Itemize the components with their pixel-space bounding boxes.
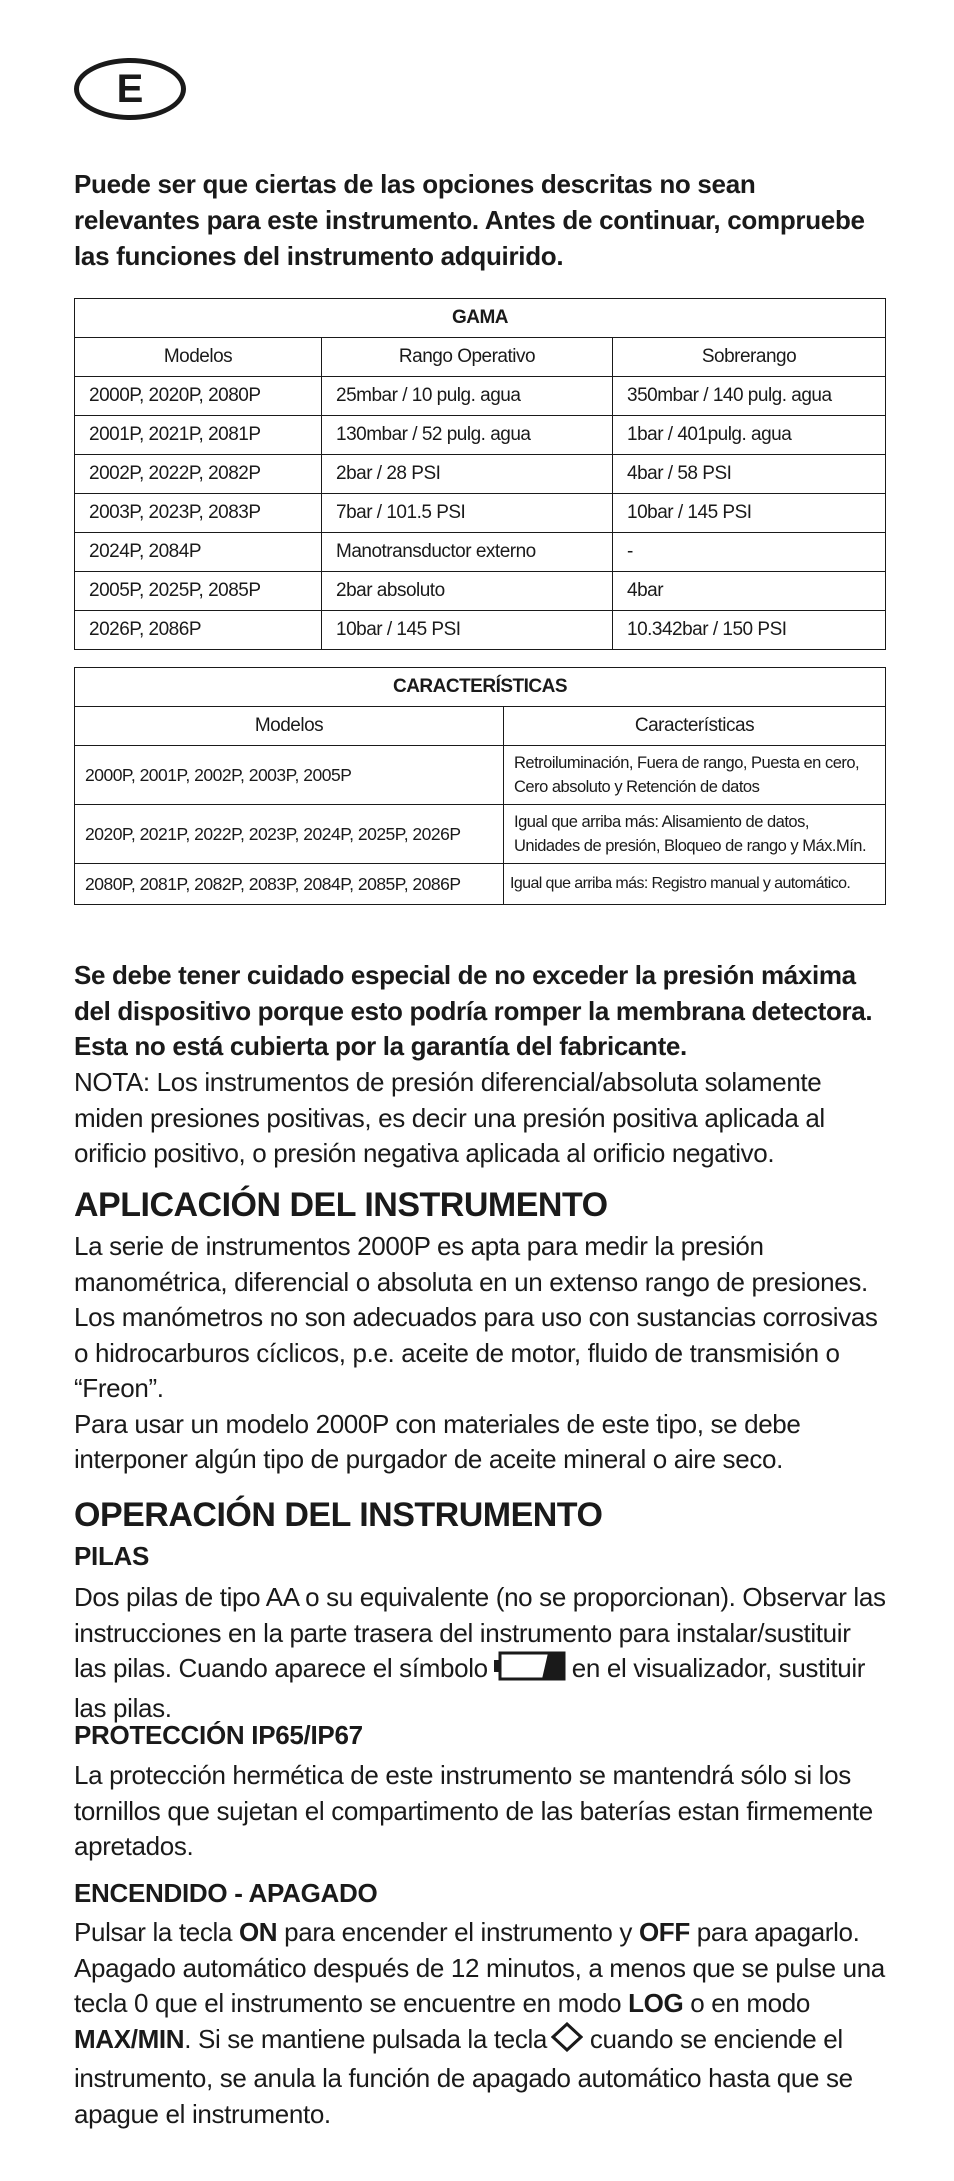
table-row bbox=[75, 746, 886, 805]
caract-cell: 2020P, 2021P, 2022P, 2023P, 2024P, 2025P, 2026P bbox=[75, 805, 504, 864]
battery-low-icon bbox=[494, 1651, 566, 1691]
table-row bbox=[75, 533, 886, 572]
gama-cell: 10bar / 145 PSI bbox=[322, 611, 613, 650]
table-row bbox=[75, 805, 886, 864]
caract-cell: Igual que arriba más: Registro manual y automático. bbox=[504, 864, 886, 905]
caract-cell: Retroiluminación, Fuera de rango, Puesta en cero, Cero absoluto y Retención de datos bbox=[504, 746, 886, 805]
gama-header-modelos: Modelos bbox=[75, 338, 322, 377]
nota-paragraph: NOTA: Los instrumentos de presión diferencial/absoluta solamente miden presiones positivas, es decir una presión positiva aplicada al orificio positivo, o presión negativa aplicada al orificio negativo. bbox=[74, 1067, 825, 1168]
gama-cell: 350mbar / 140 pulg. agua bbox=[613, 377, 886, 416]
aplicacion-paragraph-1: La serie de instrumentos 2000P es apta para medir la presión manométrica, diferencial o absoluta en un extenso rango de presiones. Los manómetros no son adecuados para uso con sustancias corrosivas o hidrocarburos cíclicos, p.e. aceite de motor, fluido de transmisión o “Freon”. bbox=[74, 1231, 878, 1403]
enc-text-1: Pulsar la tecla bbox=[74, 1917, 239, 1947]
gama-cell: 2000P, 2020P, 2080P bbox=[75, 377, 322, 416]
key-off-label: OFF bbox=[638, 1917, 690, 1947]
caract-cell: 2080P, 2081P, 2082P, 2083P, 2084P, 2085P, 2086P bbox=[75, 864, 504, 905]
subheading-proteccion: PROTECCIÓN IP65/IP67 bbox=[74, 1720, 363, 1750]
table-row bbox=[75, 611, 886, 650]
table-row bbox=[75, 455, 886, 494]
table-row bbox=[75, 864, 886, 905]
gama-cell: 2005P, 2025P, 2085P bbox=[75, 572, 322, 611]
gama-cell: 2001P, 2021P, 2081P bbox=[75, 416, 322, 455]
gama-cell: 4bar / 58 PSI bbox=[613, 455, 886, 494]
table-row bbox=[75, 572, 886, 611]
diamond-key-icon bbox=[551, 2022, 583, 2062]
gama-cell: 10bar / 145 PSI bbox=[613, 494, 886, 533]
subheading-encendido: ENCENDIDO - APAGADO bbox=[74, 1878, 378, 1908]
encendido-paragraph bbox=[74, 1915, 889, 2132]
pilas-paragraph bbox=[74, 1580, 889, 1726]
enc-text-3: para apagarlo. Apagado automático después de 12 minutos, a menos que se pulse una tecla 0 que el instrumento se encuentre en modo bbox=[74, 1917, 885, 2018]
caract-cell: Igual que arriba más: Alisamiento de datos, Unidades de presión, Bloqueo de rango y Máx.Mín. bbox=[504, 805, 886, 864]
key-on-label: ON bbox=[238, 1917, 278, 1947]
aplicacion-text bbox=[74, 1229, 889, 1478]
caract-title: CARACTERÍSTICAS bbox=[75, 668, 886, 707]
gama-cell: 2026P, 2086P bbox=[75, 611, 322, 650]
gama-cell: 10.342bar / 150 PSI bbox=[613, 611, 886, 650]
section-heading-operacion: OPERACIÓN DEL INSTRUMENTO bbox=[74, 1496, 603, 1534]
enc-text-2: para encender el instrumento y bbox=[277, 1917, 639, 1947]
gama-cell: 2024P, 2084P bbox=[75, 533, 322, 572]
caract-header-modelos: Modelos bbox=[75, 707, 504, 746]
enc-text-4: o en modo bbox=[683, 1988, 810, 2018]
caracteristicas-table bbox=[74, 667, 886, 905]
gama-cell: - bbox=[613, 533, 886, 572]
warning-paragraph: Se debe tener cuidado especial de no exceder la presión máxima del dispositivo porque esto podría romper la membrana detectora. Esta no está cubierta por la garantía del fabricante. bbox=[74, 960, 873, 1061]
mode-log-label: LOG bbox=[628, 1988, 684, 2018]
gama-cell: 2bar absoluto bbox=[322, 572, 613, 611]
gama-header-sobrerango: Sobrerango bbox=[613, 338, 886, 377]
gama-cell: 2003P, 2023P, 2083P bbox=[75, 494, 322, 533]
pilas-text-b: en el visualizador, sustituir las pilas. bbox=[74, 1653, 866, 1723]
gama-title: GAMA bbox=[75, 299, 886, 338]
caract-cell: 2000P, 2001P, 2002P, 2003P, 2005P bbox=[75, 746, 504, 805]
gama-cell: 1bar / 401pulg. agua bbox=[613, 416, 886, 455]
table-row bbox=[75, 416, 886, 455]
gama-cell: 7bar / 101.5 PSI bbox=[322, 494, 613, 533]
caract-header-caracteristicas: Características bbox=[504, 707, 886, 746]
pilas-text-a: Dos pilas de tipo AA o su equivalente (no se proporcionan). Observar las instrucciones en la parte trasera del instrumento para instalar/sustituir las pilas. Cuando aparece el símbolo bbox=[74, 1582, 886, 1683]
intro-paragraph: Puede ser que ciertas de las opciones descritas no sean relevantes para este instrumento. Antes de continuar, compruebe las funciones del instrumento adquirido. bbox=[74, 169, 865, 271]
table-row bbox=[75, 494, 886, 533]
proteccion-paragraph: La protección hermética de este instrumento se mantendrá sólo si los tornillos que sujetan el compartimento de las baterías estan firmemente apretados. bbox=[74, 1760, 873, 1861]
gama-table bbox=[74, 298, 886, 650]
gama-cell: 2002P, 2022P, 2082P bbox=[75, 455, 322, 494]
enc-text-6: cuando se enciende el instrumento, se anula la función de apagado automático hasta que se apague el instrumento. bbox=[74, 2023, 853, 2129]
enc-text-5: . Si se mantiene pulsada la tecla bbox=[184, 2023, 548, 2054]
mode-maxmin-label: MAX/MIN bbox=[74, 2023, 185, 2054]
gama-cell: 25mbar / 10 pulg. agua bbox=[322, 377, 613, 416]
gama-cell: 130mbar / 52 pulg. agua bbox=[322, 416, 613, 455]
table-row bbox=[75, 377, 886, 416]
section-heading-aplicacion: APLICACIÓN DEL INSTRUMENTO bbox=[74, 1186, 608, 1224]
gama-cell: 2bar / 28 PSI bbox=[322, 455, 613, 494]
aplicacion-paragraph-2: Para usar un modelo 2000P con materiales de este tipo, se debe interponer algún tipo de purgador de aceite mineral o aire seco. bbox=[74, 1408, 801, 1474]
language-badge: E bbox=[74, 58, 186, 120]
gama-cell: 4bar bbox=[613, 572, 886, 611]
subheading-pilas: PILAS bbox=[74, 1541, 150, 1571]
gama-header-rango: Rango Operativo bbox=[322, 338, 613, 377]
gama-cell: Manotransductor externo bbox=[322, 533, 613, 572]
